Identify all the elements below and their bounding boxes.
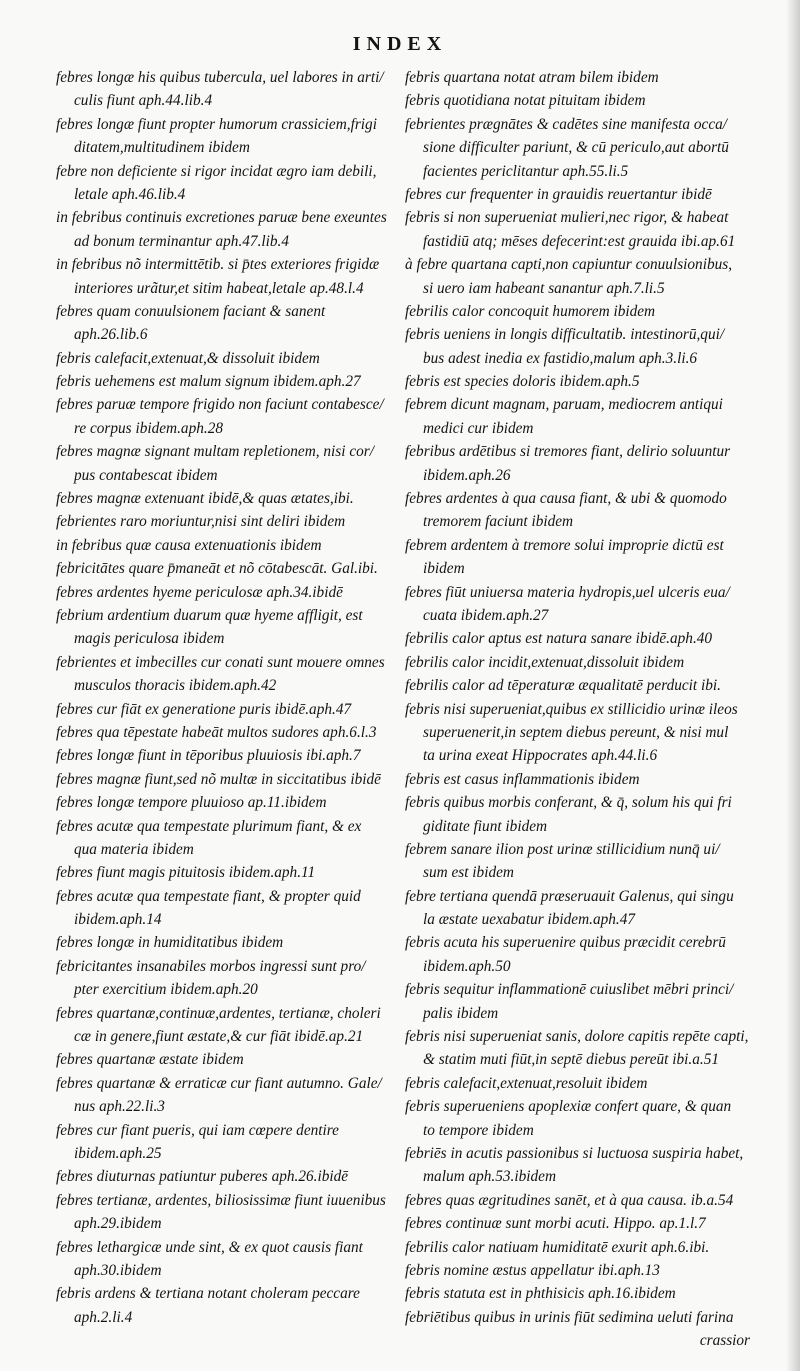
index-line: febres longæ tempore pluuioso ap.11.ibidem	[56, 794, 327, 812]
index-line: febris quibus morbis conferant, & q̄, solum his qui fri	[405, 794, 732, 812]
index-line: musculos thoracis ibidem.aph.42	[74, 677, 277, 695]
index-line: febrem sanare ilion post urinæ stillicidium nunq̄ ui/	[405, 840, 720, 858]
index-line: febricitantes insanabiles morbos ingressi sunt pro/	[56, 957, 366, 975]
index-line: facientes periclitantur aph.55.li.5	[423, 162, 629, 180]
index-line: febris uehemens est malum signum ibidem.aph.27	[56, 373, 361, 391]
index-line: febrium ardentium duarum quæ hyeme affligit, est	[56, 606, 363, 624]
index-line: in febribus quæ causa extenuationis ibidem	[56, 536, 322, 554]
index-line: nus aph.22.li.3	[74, 1098, 165, 1116]
index-line: bus adest inedia ex fastidio,malum aph.3.li.6	[423, 349, 698, 367]
index-line: aph.26.lib.6	[74, 326, 148, 344]
index-line: febres cur fiant pueris, qui iam cœpere dentire	[56, 1121, 339, 1139]
index-line: febres quam conuulsionem faciant & sanent	[56, 302, 326, 320]
index-line: cæ in genere,fiunt æstate,& cur fiāt ibidē.ap.21	[74, 1028, 364, 1046]
index-line: febriētibus quibus in urinis fiūt sedimina ueluti farina	[405, 1308, 734, 1326]
index-line: ibidem.aph.50	[423, 957, 511, 975]
index-line: qua materia ibidem	[74, 840, 194, 858]
index-line: à febre quartana capti,non capiuntur conuulsionibus,	[405, 256, 733, 274]
index-line: febris ueniens in longis difficultatib. intestinorū,qui/	[405, 326, 725, 344]
index-line: febres quas ægritudines sanēt, et à qua causa. ib.a.54	[405, 1191, 734, 1209]
index-line: febre tertiana quendā præseruauit Galenus, qui singu	[405, 887, 734, 905]
index-line: febres magnæ signant multam repletionem, nisi cor/	[56, 443, 374, 461]
index-line: febres longæ fiunt propter humorum crassiciem,frigi	[56, 115, 377, 133]
index-line: letale aph.46.lib.4	[74, 185, 186, 203]
index-line: febres ardentes hyeme periculosæ aph.34.ibidē	[56, 583, 343, 601]
index-line: fastidiū atq; mēses defecerint:est grauida ibi.ap.61	[423, 232, 736, 250]
index-line: febris est casus inflammationis ibidem	[405, 770, 640, 788]
index-line: febres quartanæ,continuæ,ardentes, tertianæ, choleri	[56, 1004, 381, 1022]
index-line: interiores urãtur,et sitim habeat,letale ap.48.l.4	[74, 279, 364, 297]
index-line: febres tertianæ, ardentes, biliosissimæ fiunt iuuenibus	[56, 1191, 386, 1209]
index-line: in febribus continuis excretiones paruæ bene exeuntes	[56, 209, 387, 227]
index-line: febres cur fiāt ex generatione puris ibidē.aph.47	[56, 700, 352, 718]
index-line: la æstate uexabatur ibidem.aph.47	[423, 911, 636, 929]
index-line: febrilis calor natiuam humiditatē exurit aph.6.ibi.	[405, 1238, 710, 1256]
index-line: febres cur frequenter in grauidis reuertantur ibidē	[405, 185, 712, 203]
index-line: aph.30.ibidem	[74, 1261, 162, 1279]
index-line: culis fiunt aph.44.lib.4	[74, 92, 213, 110]
index-line: febris quotidiana notat pituitam ibidem	[405, 92, 646, 110]
index-line: febres qua tēpestate habeāt multos sudores aph.6.l.3	[56, 723, 377, 741]
index-line: febris calefacit,extenuat,& dissoluit ibidem	[56, 349, 320, 367]
index-line: ditatem,multitudinem ibidem	[74, 139, 250, 157]
index-line: crassior	[699, 1332, 750, 1350]
index-line: febre non deficiente si rigor incidat ægro iam debili,	[56, 162, 377, 180]
index-line: aph.2.li.4	[74, 1308, 133, 1326]
index-line: febres fiunt magis pituitosis ibidem.aph.11	[56, 864, 316, 882]
index-line: pter exercitium ibidem.aph.20	[74, 981, 258, 999]
index-line: febres lethargicæ unde sint, & ex quot causis fiant	[56, 1238, 363, 1256]
index-line: ibidem	[423, 560, 465, 578]
index-line: palis ibidem	[423, 1004, 499, 1022]
index-line: febres acutæ qua tempestate plurimum fiant, & ex	[56, 817, 362, 835]
index-line: febriēs in acutis passionibus si luctuosa suspiria habet,	[405, 1144, 744, 1162]
index-line: febres quartanæ & erraticæ cur fiant autumno. Gale/	[56, 1074, 382, 1092]
page-edge-shadow	[786, 0, 800, 1371]
index-column-right	[405, 66, 750, 1352]
index-line: febrilis calor aptus est natura sanare ibidē.aph.40	[405, 630, 713, 648]
index-line: sum est ibidem	[423, 864, 514, 882]
index-line: febrientes raro moriuntur,nisi sint deliri ibidem	[56, 513, 346, 531]
index-line: febres longæ fiunt in tēporibus pluuiosis ibi.aph.7	[56, 747, 361, 765]
index-column-left	[56, 66, 401, 1329]
index-line: ibidem.aph.26	[423, 466, 511, 484]
index-line: to tempore ibidem	[423, 1121, 534, 1139]
index-line: febres paruæ tempore frigido non faciunt contabesce/	[56, 396, 384, 414]
index-line: febris est species doloris ibidem.aph.5	[405, 373, 640, 391]
index-line: sione difficulter pariunt, & cū periculo,aut abortū	[423, 139, 729, 157]
index-line: febrilis calor concoquit humorem ibidem	[405, 302, 656, 320]
index-line: febres diuturnas patiuntur puberes aph.26.ibidē	[56, 1168, 349, 1186]
index-line: & statim muti fiūt,in septē diebus pereūt ibi.a.51	[423, 1051, 720, 1069]
index-line: pus contabescat ibidem	[74, 466, 218, 484]
index-line: tremorem faciunt ibidem	[423, 513, 574, 531]
index-line: febres ardentes à qua causa fiant, & ubi & quomodo	[405, 490, 727, 508]
index-line: aph.29.ibidem	[74, 1215, 162, 1233]
index-line: cuata ibidem.aph.27	[423, 606, 549, 624]
running-head: INDEX	[352, 33, 448, 55]
index-line: febris acuta his superuenire quibus præcidit cerebrū	[405, 934, 726, 952]
index-line: in febribus nõ intermittētib. si p̄tes exteriores frigidæ	[56, 256, 380, 274]
index-line: giditate fiunt ibidem	[423, 817, 548, 835]
index-line: febrientes prægnātes & cadētes sine manifesta occa/	[405, 115, 728, 133]
index-line: febris quartana notat atram bilem ibidem	[405, 69, 659, 86]
index-line: febres continuæ sunt morbi acuti. Hippo. ap.1.l.7	[405, 1215, 706, 1233]
index-line: febris nisi superueniat sanis, dolore capitis repēte capti,	[405, 1028, 749, 1046]
index-line: febribus ardētibus si tremores fiant, delirio soluuntur	[405, 443, 731, 461]
index-line: re corpus ibidem.aph.28	[74, 419, 223, 437]
index-line: magis periculosa ibidem	[74, 630, 225, 648]
index-line: febris calefacit,extenuat,resoluit ibidem	[405, 1074, 648, 1092]
index-line: febres magnæ extenuant ibidē,& quas ætates,ibi.	[56, 490, 354, 508]
index-line: febris sequitur inflammationē cuiuslibet mēbri princi/	[405, 981, 734, 999]
index-line: febris nisi superueniat,quibus ex stillicidio urinæ ileos	[405, 700, 738, 718]
index-line: febris nomine æstus appellatur ibi.aph.13	[405, 1261, 660, 1279]
index-line: febrilis calor ad tēperaturæ æqualitatē perducit ibi.	[405, 677, 721, 695]
index-line: febres fiūt uniuersa materia hydropis,uel ulceris eua/	[405, 583, 730, 601]
index-line: superuenerit,in septem diebus pereunt, & nisi mul	[423, 723, 729, 741]
index-line: febrientes et imbecilles cur conati sunt mouere omnes	[56, 653, 385, 671]
index-line: febres quartanæ æstate ibidem	[56, 1051, 244, 1069]
index-line: febrem dicunt magnam, paruam, mediocrem antiqui	[405, 396, 723, 414]
index-line: febres longæ his quibus tubercula, uel labores in arti/	[56, 69, 384, 86]
index-line: malum aph.53.ibidem	[423, 1168, 556, 1186]
index-line: si uero iam habeant sanantur aph.7.li.5	[423, 279, 665, 297]
index-line: ta urina exeat Hippocrates aph.44.li.6	[423, 747, 658, 765]
index-line: febres acutæ qua tempestate fiant, & propter quid	[56, 887, 361, 905]
index-line: ibidem.aph.25	[74, 1144, 162, 1162]
index-line: medici cur ibidem	[423, 419, 534, 437]
index-line: febricitātes quare p̄maneāt et nõ cōtabescāt. Gal.ibi.	[56, 560, 378, 578]
index-line: febris statuta est in phthisicis aph.16.ibidem	[405, 1285, 676, 1303]
index-line: febris si non superueniat mulieri,nec rigor, & habeat	[405, 209, 729, 227]
index-line: ad bonum terminantur aph.47.lib.4	[74, 232, 290, 250]
index-line: febres longæ in humiditatibus ibidem	[56, 934, 284, 952]
index-line: febris ardens & tertiana notant choleram peccare	[56, 1285, 360, 1303]
index-line: ibidem.aph.14	[74, 911, 162, 929]
index-line: febris superueniens apoplexiæ confert quare, & quan	[405, 1098, 732, 1116]
index-line: febres magnæ fiunt,sed nõ multæ in siccitatibus ibidē	[56, 770, 381, 788]
index-line: febrilis calor incidit,extenuat,dissoluit ibidem	[405, 653, 685, 671]
index-line: febrem ardentem à tremore solui improprie dictū est	[405, 536, 724, 554]
